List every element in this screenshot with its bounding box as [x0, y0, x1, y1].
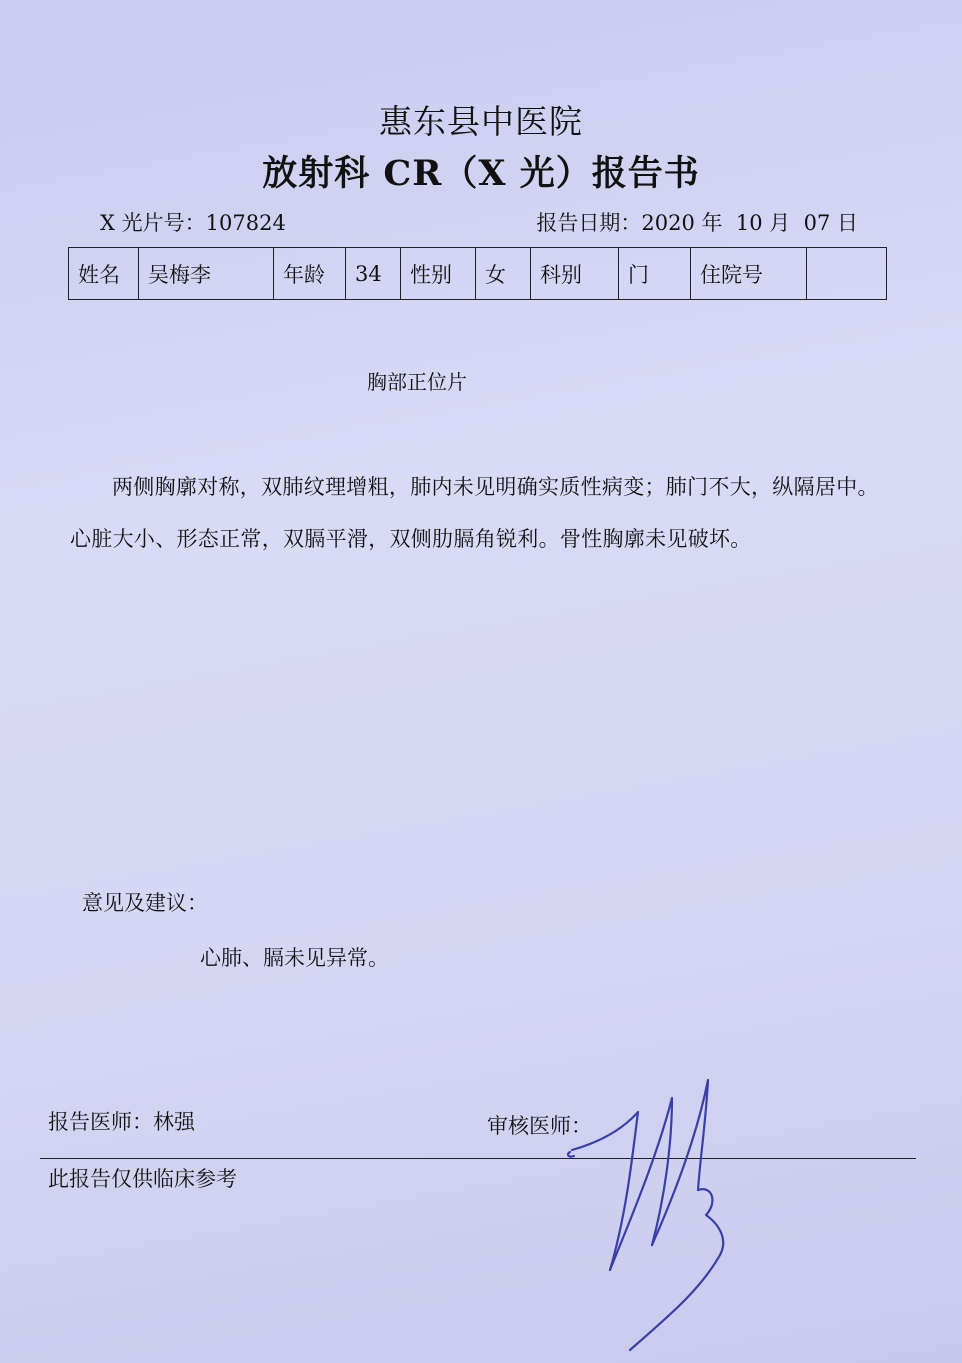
age-value: 34 [346, 248, 401, 300]
disclaimer: 此报告仅供临床参考 [48, 1167, 237, 1191]
findings-text: 两侧胸廓对称，双肺纹理增粗，肺内未见明确实质性病变；肺门不大，纵隔居中。心脏大小、形态正常，双膈平滑，双侧肋膈角锐利。骨性胸廓未见破坏。 [70, 475, 879, 551]
review-doctor-label: 审核医师： [487, 1114, 592, 1138]
opinion-label: 意见及建议： [82, 891, 208, 915]
report-title: 放射科 CR（X 光）报告书 [262, 153, 700, 194]
xray-number-value: 107824 [205, 211, 286, 235]
report-doctor [48, 1106, 195, 1136]
opinion-text: 心肺、膈未见异常。 [200, 946, 389, 970]
sex-label: 性别 [401, 248, 476, 300]
report-date [536, 207, 858, 237]
hospital-name: 惠东县中医院 [379, 102, 583, 141]
inpatient-value [807, 248, 887, 300]
dept-label: 科别 [531, 248, 619, 300]
report-date-label: 报告日期： [536, 211, 642, 235]
dept-value: 门 [619, 248, 691, 300]
age-label: 年龄 [274, 248, 346, 300]
doctor-signature [560, 1050, 800, 1360]
xray-number-label: X 光片号： [100, 211, 206, 235]
xray-number [100, 207, 286, 237]
patient-info-row [69, 248, 887, 300]
report-doctor-name: 林强 [153, 1110, 195, 1134]
exam-part: 胸部正位片 [367, 370, 467, 394]
sex-value: 女 [476, 248, 531, 300]
inpatient-label: 住院号 [691, 248, 807, 300]
name-value: 吴梅李 [139, 248, 274, 300]
report-doctor-label: 报告医师： [48, 1110, 153, 1134]
patient-info-table [68, 247, 887, 300]
report-date-value: 2020 年 10 月 07 日 [641, 211, 858, 235]
name-label: 姓名 [69, 248, 139, 300]
